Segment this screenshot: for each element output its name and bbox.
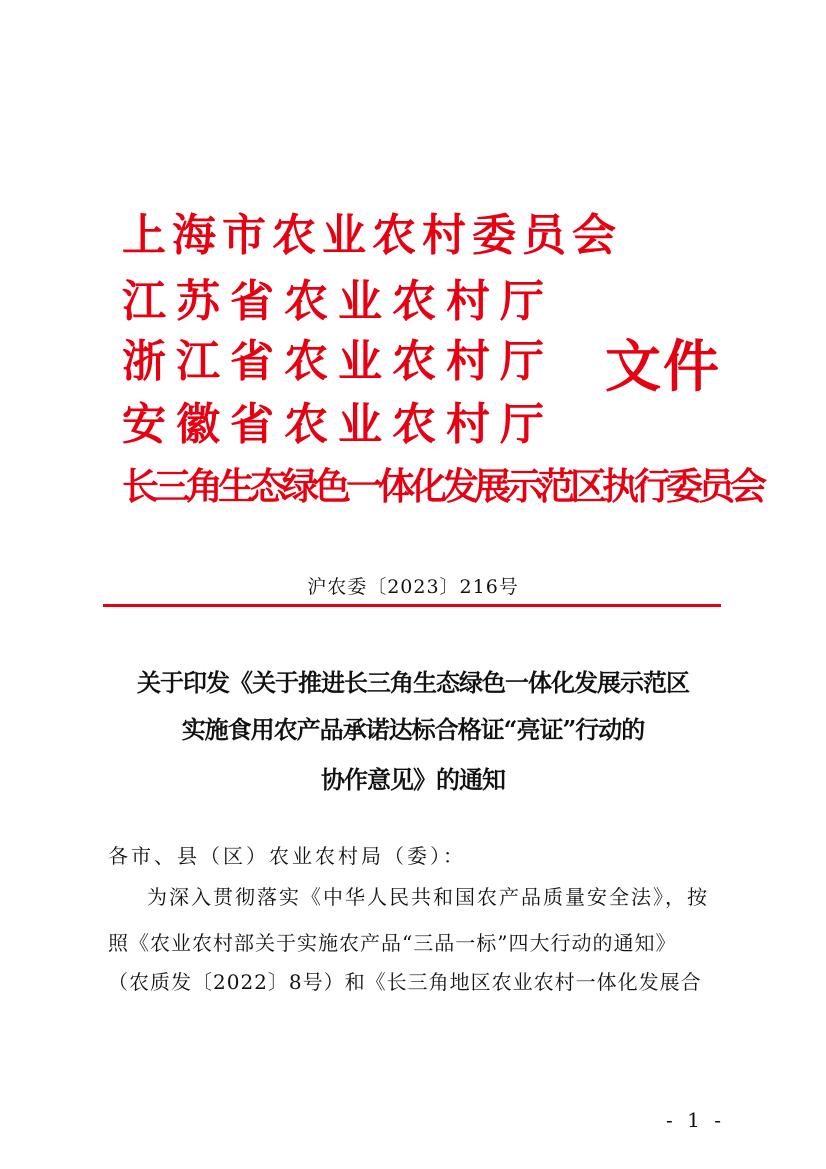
- issuer-jiangsu: 江苏省农业农村厅: [122, 276, 554, 327]
- issuer-zhejiang: 浙江省农业农村厅: [122, 336, 554, 387]
- page-number: - 1 -: [666, 1108, 725, 1132]
- issuer-shanghai: 上海市农业农村委员会: [122, 210, 622, 261]
- document-suffix: 文件: [605, 335, 721, 400]
- title-line-3: 协作意见》的通知: [321, 765, 505, 794]
- document-number: 沪农委〔2023〕216号: [307, 576, 519, 598]
- issuer-yangtze-delta-committee: 长三角生态绿色一体化发展示范区执行委员会: [122, 465, 762, 508]
- body-line-1: 为深入贯彻落实《中华人民共和国农产品质量安全法》，按: [147, 885, 709, 909]
- body-line-3: （农质发〔2022〕8号）和《长三角地区农业农村一体化发展合: [108, 970, 702, 994]
- salutation: 各市、县（区）农业农村局（委）：: [108, 844, 466, 868]
- title-line-1: 关于印发《关于推进长三角生态绿色一体化发展示范区: [137, 668, 689, 697]
- red-divider: [103, 604, 721, 607]
- title-line-2: 实施食用农产品承诺达标合格证“亮证”行动的: [181, 715, 645, 744]
- issuer-anhui: 安徽省农业农村厅: [122, 399, 554, 450]
- body-line-2: 照《农业农村部关于实施农产品“三品一标”四大行动的通知》: [108, 931, 677, 955]
